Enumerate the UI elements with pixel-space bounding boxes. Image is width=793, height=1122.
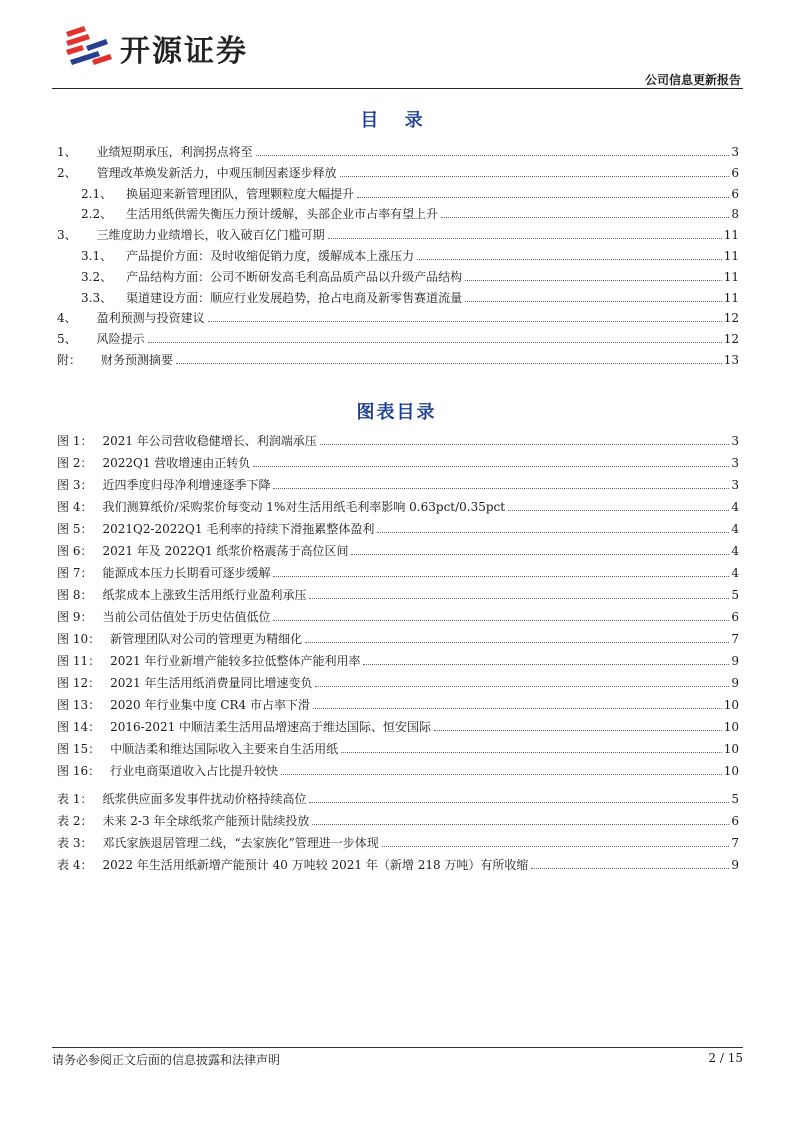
figure-entry-number: 图 2： bbox=[57, 456, 93, 470]
toc-entry[interactable] bbox=[57, 225, 739, 246]
figure-entry-text: 能源成本压力长期看可逐步缓解 bbox=[102, 566, 271, 580]
table-entry-number: 表 3： bbox=[57, 836, 93, 850]
dot-leader bbox=[256, 155, 729, 156]
toc-entry[interactable] bbox=[57, 142, 739, 163]
dot-leader bbox=[305, 642, 729, 643]
figure-entry-text: 2021 年及 2022Q1 纸浆价格震荡于高位区间 bbox=[102, 544, 349, 558]
toc-entry-page-number: 11 bbox=[723, 248, 739, 263]
table-entry-number: 表 1： bbox=[57, 792, 93, 806]
footer-disclaimer: 请务必参阅正文后面的信息披露和法律声明 bbox=[52, 1053, 281, 1067]
figure-entry-page-number: 5 bbox=[731, 588, 739, 602]
figure-entry-page-number: 4 bbox=[731, 544, 739, 558]
page-number: 2 / 15 bbox=[708, 1051, 743, 1065]
dot-leader bbox=[508, 510, 729, 511]
table-index-list bbox=[57, 788, 739, 876]
figure-entry[interactable] bbox=[57, 496, 739, 518]
figure-entry[interactable] bbox=[57, 452, 739, 474]
figure-entry-page-number: 10 bbox=[723, 720, 739, 734]
figure-entry-number: 图 9： bbox=[57, 610, 93, 624]
dot-leader bbox=[281, 774, 722, 775]
dot-leader bbox=[315, 686, 729, 687]
dot-leader bbox=[320, 444, 729, 445]
toc-entry-number: 2.1、 bbox=[81, 186, 113, 201]
figure-entry[interactable] bbox=[57, 562, 739, 584]
figure-entry[interactable] bbox=[57, 474, 739, 496]
figure-entry-number: 图 16： bbox=[57, 764, 101, 778]
figure-entry-text: 2021 年公司营收稳健增长、利润端承压 bbox=[102, 434, 317, 448]
figure-entry[interactable] bbox=[57, 760, 739, 782]
toc-entry-page-number: 12 bbox=[723, 332, 739, 347]
figure-entry-text: 中顺洁柔和维达国际收入主要来自生活用纸 bbox=[110, 742, 339, 756]
dot-leader bbox=[341, 752, 722, 753]
toc-entry-text: 财务预测摘要 bbox=[101, 352, 174, 367]
table-entry-text: 纸浆供应面多发事件扰动价格持续高位 bbox=[102, 792, 307, 806]
figure-entry-page-number: 6 bbox=[731, 610, 739, 624]
figure-entry[interactable] bbox=[57, 628, 739, 650]
figure-entry-text: 2021 年生活用纸消费量同比增速变负 bbox=[110, 676, 313, 690]
toc-entry-page-number: 3 bbox=[731, 145, 739, 159]
toc-entry-text: 盈利预测与投资建议 bbox=[96, 311, 205, 326]
figure-entry-number: 图 6： bbox=[57, 544, 93, 558]
table-entry-text: 未来 2-3 年全球纸浆产能预计陆续投放 bbox=[102, 814, 310, 828]
toc-entry[interactable] bbox=[57, 204, 739, 225]
table-entry-page-number: 6 bbox=[731, 814, 739, 828]
toc-entry[interactable] bbox=[57, 184, 739, 205]
figure-entry-page-number: 10 bbox=[723, 742, 739, 756]
toc-entry-page-number: 11 bbox=[723, 269, 739, 284]
toc-entry-page-number: 6 bbox=[731, 186, 739, 201]
dot-leader bbox=[531, 868, 729, 869]
toc-entry-page-number: 13 bbox=[723, 352, 739, 367]
figure-entry[interactable] bbox=[57, 518, 739, 540]
toc-entry-text: 业绩短期承压，利润拐点将至 bbox=[96, 145, 253, 159]
figure-entry-text: 2022Q1 营收增速由正转负 bbox=[102, 456, 251, 470]
figure-entry-number: 图 15： bbox=[57, 742, 101, 756]
figure-entry-number: 图 7： bbox=[57, 566, 93, 580]
figure-index-title: 图表目录 bbox=[356, 402, 437, 423]
figure-entry-text: 近四季度归母净利增速逐季下降 bbox=[102, 478, 271, 492]
brand-logo-icon bbox=[62, 22, 114, 72]
figure-entry-number: 图 3： bbox=[57, 478, 93, 492]
figure-entry-number: 图 14： bbox=[57, 720, 101, 734]
toc-entry[interactable] bbox=[57, 350, 739, 371]
dot-leader bbox=[465, 301, 722, 302]
figure-entry-page-number: 10 bbox=[723, 698, 739, 712]
figure-entry-text: 2021 年行业新增产能较多拉低整体产能利用率 bbox=[110, 654, 361, 668]
dot-leader bbox=[377, 532, 729, 533]
toc-entry-number: 4、 bbox=[57, 311, 77, 326]
figure-entry[interactable] bbox=[57, 694, 739, 716]
dot-leader bbox=[340, 176, 729, 177]
toc-title: 目 录 bbox=[360, 110, 433, 131]
figure-entry-text: 2021Q2-2022Q1 毛利率的持续下滑拖累整体盈利 bbox=[102, 522, 375, 536]
figure-entry-number: 图 4： bbox=[57, 500, 93, 514]
toc-entry-number: 3.3、 bbox=[81, 290, 113, 305]
toc-entry-number: 2、 bbox=[57, 165, 77, 180]
table-entry[interactable] bbox=[57, 854, 739, 876]
dot-leader bbox=[363, 664, 729, 665]
figure-entry-number: 图 8： bbox=[57, 588, 93, 602]
table-entry-number: 表 4： bbox=[57, 858, 93, 872]
toc-entry-page-number: 12 bbox=[723, 311, 739, 326]
dot-leader bbox=[309, 802, 729, 803]
dot-leader bbox=[351, 554, 729, 555]
figure-entry-page-number: 3 bbox=[731, 456, 739, 470]
dot-leader bbox=[417, 259, 722, 260]
figure-entry-text: 新管理团队对公司的管理更为精细化 bbox=[110, 632, 303, 646]
table-entry[interactable] bbox=[57, 788, 739, 810]
figure-entry-page-number: 4 bbox=[731, 500, 739, 514]
figure-entry-page-number: 10 bbox=[723, 764, 739, 778]
toc-entry-number: 5、 bbox=[57, 332, 77, 347]
figure-entry-text: 2016-2021 中顺洁柔生活用品增速高于维达国际、恒安国际 bbox=[110, 720, 432, 734]
dot-leader bbox=[148, 342, 722, 343]
table-entry-text: 2022 年生活用纸新增产能预计 40 万吨较 2021 年（新增 218 万吨）有所收缩 bbox=[102, 858, 529, 872]
toc-entry-number: 3、 bbox=[57, 228, 77, 243]
toc-entry[interactable] bbox=[57, 288, 739, 309]
dot-leader bbox=[465, 280, 722, 281]
figure-entry-text: 当前公司估值处于历史估值低位 bbox=[102, 610, 271, 624]
toc-entry-number: 附： bbox=[57, 352, 82, 367]
dot-leader bbox=[273, 620, 729, 621]
toc-entry[interactable] bbox=[57, 163, 739, 184]
figure-entry-number: 图 13： bbox=[57, 698, 101, 712]
table-entry[interactable] bbox=[57, 832, 739, 854]
toc-entry-text: 三维度助力业绩增长，收入破百亿门槛可期 bbox=[96, 228, 325, 243]
dot-leader bbox=[328, 238, 722, 239]
figure-entry[interactable] bbox=[57, 540, 739, 562]
toc-entry-page-number: 6 bbox=[731, 165, 739, 180]
table-entry-page-number: 5 bbox=[731, 792, 739, 806]
toc-list bbox=[57, 142, 739, 371]
dot-leader bbox=[313, 708, 722, 709]
table-entry-text: 邓氏家族退居管理二线，“去家族化”管理进一步体现 bbox=[102, 836, 379, 850]
toc-entry[interactable] bbox=[57, 246, 739, 267]
dot-leader bbox=[273, 576, 729, 577]
dot-leader bbox=[253, 466, 729, 467]
page-header bbox=[0, 0, 793, 95]
figure-entry[interactable] bbox=[57, 584, 739, 606]
toc-entry-page-number: 11 bbox=[723, 290, 739, 305]
table-entry[interactable] bbox=[57, 810, 739, 832]
figure-entry[interactable] bbox=[57, 650, 739, 672]
figure-entry-text: 2020 年行业集中度 CR4 市占率下滑 bbox=[110, 698, 310, 712]
figure-entry-page-number: 9 bbox=[731, 654, 739, 668]
figure-entry[interactable] bbox=[57, 716, 739, 738]
figure-entry[interactable] bbox=[57, 606, 739, 628]
figure-entry-page-number: 9 bbox=[731, 676, 739, 690]
figure-entry-page-number: 3 bbox=[731, 434, 739, 448]
toc-entry-page-number: 11 bbox=[723, 228, 739, 243]
toc-entry-text: 换届迎来新管理团队，管理颗粒度大幅提升 bbox=[126, 186, 355, 201]
figure-entry-page-number: 7 bbox=[731, 632, 739, 646]
toc-entry[interactable] bbox=[57, 329, 739, 350]
toc-entry-text: 风险提示 bbox=[96, 332, 145, 347]
dot-leader bbox=[312, 824, 729, 825]
figure-entry-text: 我们测算纸价/采购浆价每变动 1%对生活用纸毛利率影响 0.63pct/0.35pct bbox=[102, 500, 506, 514]
figure-index-list bbox=[57, 430, 739, 782]
figure-entry[interactable] bbox=[57, 672, 739, 694]
toc-entry-text: 产品结构方面：公司不断研发高毛利高品质产品以升级产品结构 bbox=[126, 269, 463, 284]
toc-entry-text: 管理改革焕发新活力，中观压制因素逐步释放 bbox=[96, 165, 337, 180]
figure-entry-number: 图 1： bbox=[57, 434, 93, 448]
figure-entry[interactable] bbox=[57, 738, 739, 760]
toc-entry-page-number: 8 bbox=[731, 207, 739, 222]
figure-entry[interactable] bbox=[57, 430, 739, 452]
figure-entry-page-number: 3 bbox=[731, 478, 739, 492]
footer-divider bbox=[52, 1047, 743, 1048]
table-entry-page-number: 7 bbox=[731, 836, 739, 850]
table-entry-number: 表 2： bbox=[57, 814, 93, 828]
figure-entry-number: 图 5： bbox=[57, 522, 93, 536]
toc-entry-number: 3.1、 bbox=[81, 248, 113, 263]
toc-entry[interactable] bbox=[57, 308, 739, 329]
dot-leader bbox=[434, 730, 722, 731]
brand-name: 开源证券 bbox=[120, 34, 248, 69]
figure-entry-text: 纸浆成本上涨致生活用纸行业盈利承压 bbox=[102, 588, 307, 602]
report-type-label: 公司信息更新报告 bbox=[644, 73, 741, 87]
toc-entry-text: 产品提价方面：及时收缩促销力度，缓解成本上涨压力 bbox=[126, 248, 415, 263]
figure-entry-number: 图 12： bbox=[57, 676, 101, 690]
dot-leader bbox=[309, 598, 729, 599]
figure-entry-page-number: 4 bbox=[731, 522, 739, 536]
dot-leader bbox=[176, 363, 722, 364]
figure-entry-number: 图 10： bbox=[57, 632, 101, 646]
dot-leader bbox=[208, 321, 722, 322]
figure-entry-text: 行业电商渠道收入占比提升较快 bbox=[110, 764, 279, 778]
toc-entry-number: 2.2、 bbox=[81, 207, 113, 222]
dot-leader bbox=[273, 488, 729, 489]
toc-entry-text: 生活用纸供需失衡压力预计缓解，头部企业市占率有望上升 bbox=[126, 207, 439, 222]
toc-entry[interactable] bbox=[57, 267, 739, 288]
table-entry-page-number: 9 bbox=[731, 858, 739, 872]
toc-entry-text: 渠道建设方面：顺应行业发展趋势，抢占电商及新零售赛道流量 bbox=[126, 290, 463, 305]
toc-entry-number: 3.2、 bbox=[81, 269, 113, 284]
brand-logo bbox=[62, 22, 292, 72]
dot-leader bbox=[357, 197, 729, 198]
dot-leader bbox=[441, 217, 729, 218]
dot-leader bbox=[382, 846, 729, 847]
toc-entry-number: 1、 bbox=[57, 145, 77, 159]
figure-entry-page-number: 4 bbox=[731, 566, 739, 580]
header-divider bbox=[52, 88, 743, 89]
figure-entry-number: 图 11： bbox=[57, 654, 101, 668]
